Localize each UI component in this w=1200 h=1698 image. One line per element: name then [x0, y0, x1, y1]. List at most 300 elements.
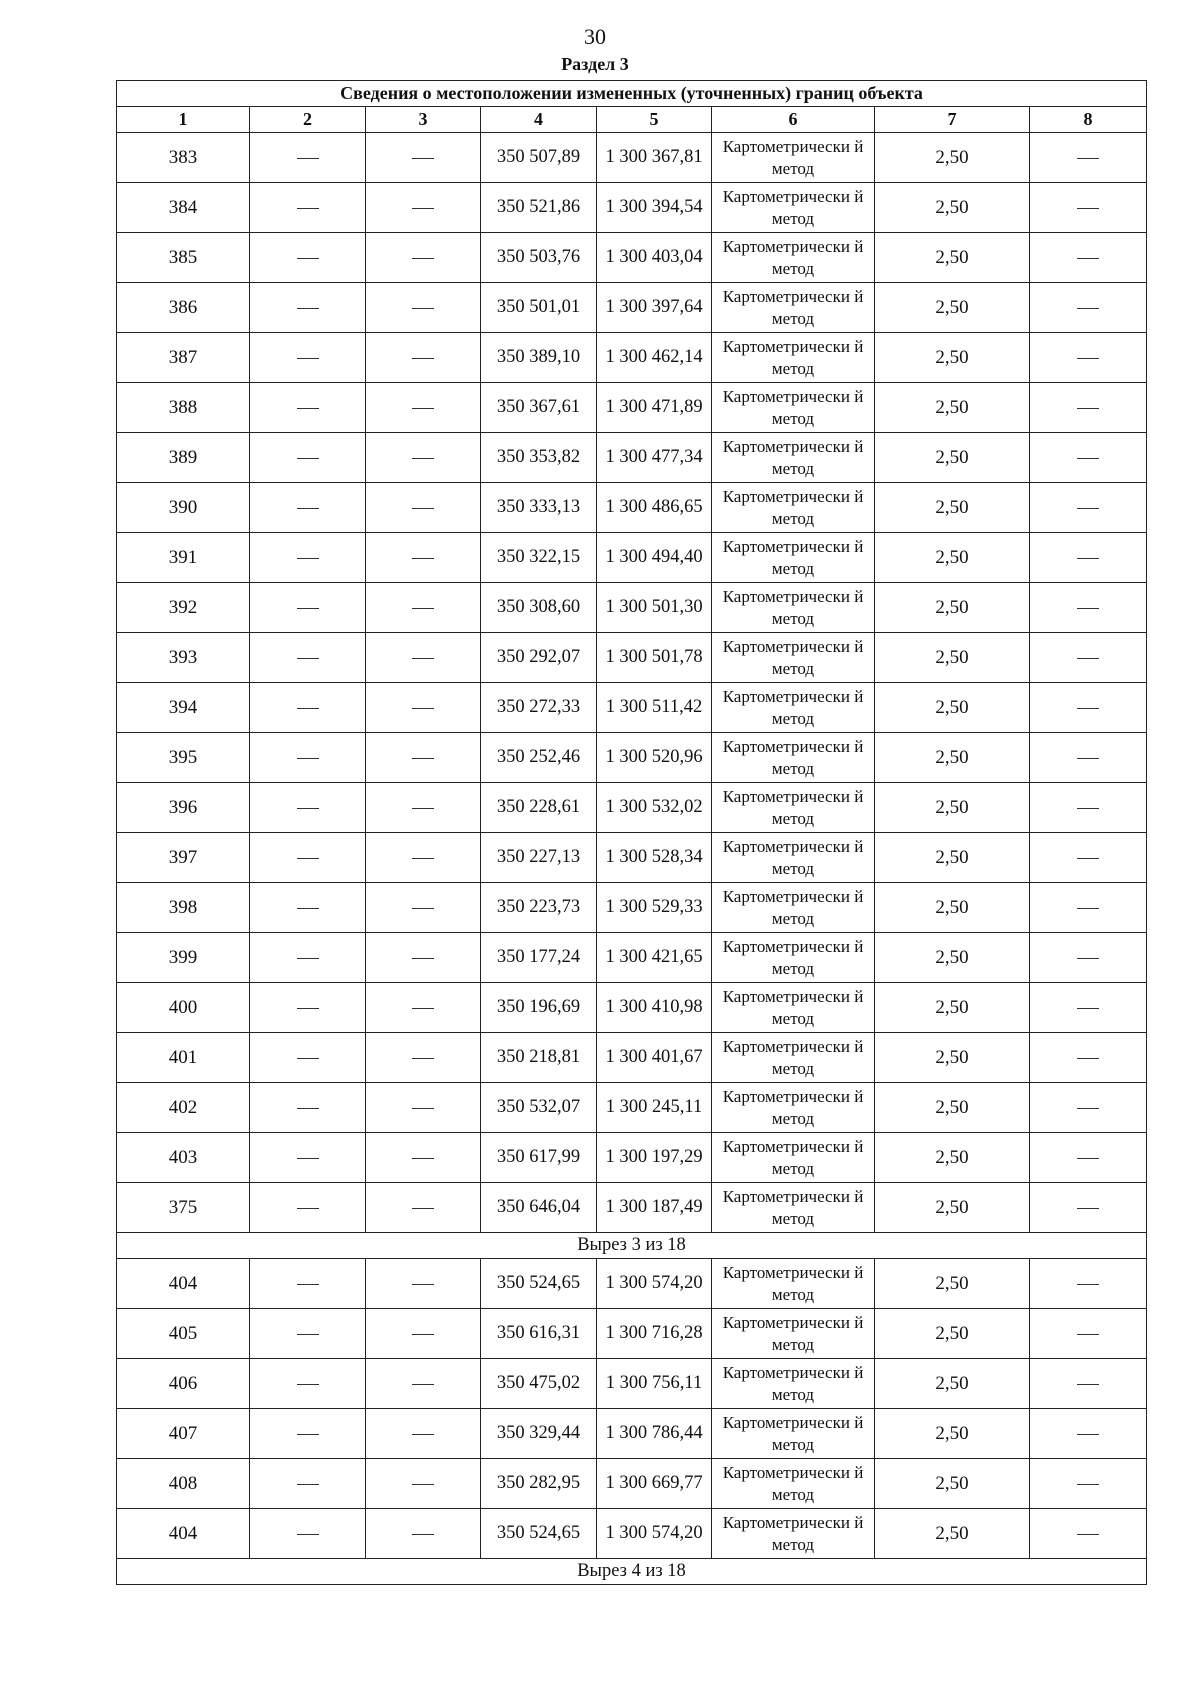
empty-cell	[250, 933, 366, 983]
accuracy-cell: 2,50	[875, 1183, 1030, 1233]
accuracy-cell: 2,50	[875, 233, 1030, 283]
empty-cell	[1030, 1459, 1147, 1509]
empty-cell	[250, 983, 366, 1033]
empty-cell	[250, 883, 366, 933]
dash-mark	[297, 808, 319, 809]
point-number-cell: 396	[117, 783, 250, 833]
method-cell: Картометрически й метод	[712, 133, 875, 183]
table-row	[117, 1083, 1147, 1133]
table-row	[117, 1133, 1147, 1183]
coord-x-cell: 350 272,33	[481, 683, 597, 733]
point-number-cell: 395	[117, 733, 250, 783]
column-number: 6	[712, 107, 875, 133]
coord-y-cell: 1 300 394,54	[597, 183, 712, 233]
point-number-cell: 404	[117, 1509, 250, 1559]
coord-x-cell: 350 329,44	[481, 1409, 597, 1459]
method-cell: Картометрически й метод	[712, 433, 875, 483]
coord-y-cell: 1 300 520,96	[597, 733, 712, 783]
empty-cell	[366, 1359, 481, 1409]
column-number: 7	[875, 107, 1030, 133]
dash-mark	[412, 1434, 434, 1435]
coord-x-cell: 350 521,86	[481, 183, 597, 233]
coord-x-cell: 350 252,46	[481, 733, 597, 783]
empty-cell	[250, 133, 366, 183]
coord-y-cell: 1 300 528,34	[597, 833, 712, 883]
empty-cell	[1030, 933, 1147, 983]
method-cell: Картометрически й метод	[712, 183, 875, 233]
method-cell: Картометрически й метод	[712, 1133, 875, 1183]
dash-mark	[412, 1208, 434, 1209]
coord-y-cell: 1 300 367,81	[597, 133, 712, 183]
accuracy-cell: 2,50	[875, 783, 1030, 833]
dash-mark	[412, 1334, 434, 1335]
dash-mark	[297, 958, 319, 959]
empty-cell	[366, 533, 481, 583]
coord-x-cell: 350 503,76	[481, 233, 597, 283]
dash-mark	[1077, 558, 1099, 559]
accuracy-cell: 2,50	[875, 1309, 1030, 1359]
dash-mark	[297, 908, 319, 909]
accuracy-cell: 2,50	[875, 1409, 1030, 1459]
dash-mark	[412, 208, 434, 209]
dash-mark	[1077, 858, 1099, 859]
empty-cell	[366, 233, 481, 283]
dash-mark	[297, 1434, 319, 1435]
table-row	[117, 983, 1147, 1033]
coord-y-cell: 1 300 716,28	[597, 1309, 712, 1359]
empty-cell	[1030, 1083, 1147, 1133]
dash-mark	[412, 508, 434, 509]
empty-cell	[250, 833, 366, 883]
table-row	[117, 583, 1147, 633]
dash-mark	[412, 1534, 434, 1535]
method-cell: Картометрически й метод	[712, 1033, 875, 1083]
empty-cell	[1030, 1183, 1147, 1233]
empty-cell	[1030, 883, 1147, 933]
empty-cell	[1030, 1309, 1147, 1359]
dash-mark	[297, 708, 319, 709]
cut-label: Вырез 4 из 18	[117, 1559, 1147, 1585]
empty-cell	[1030, 183, 1147, 233]
dash-mark	[297, 1058, 319, 1059]
coord-y-cell: 1 300 477,34	[597, 433, 712, 483]
accuracy-cell: 2,50	[875, 283, 1030, 333]
coord-y-cell: 1 300 410,98	[597, 983, 712, 1033]
coord-y-cell: 1 300 197,29	[597, 1133, 712, 1183]
method-cell: Картометрически й метод	[712, 1409, 875, 1459]
accuracy-cell: 2,50	[875, 1133, 1030, 1183]
accuracy-cell: 2,50	[875, 1083, 1030, 1133]
dash-mark	[297, 458, 319, 459]
coord-x-cell: 350 617,99	[481, 1133, 597, 1183]
dash-mark	[297, 1108, 319, 1109]
dash-mark	[297, 1534, 319, 1535]
table-row	[117, 1309, 1147, 1359]
method-cell: Картометрически й метод	[712, 1509, 875, 1559]
dash-mark	[412, 458, 434, 459]
empty-cell	[1030, 283, 1147, 333]
method-cell: Картометрически й метод	[712, 583, 875, 633]
dash-mark	[412, 1108, 434, 1109]
coord-y-cell: 1 300 462,14	[597, 333, 712, 383]
dash-mark	[1077, 958, 1099, 959]
dash-mark	[297, 1284, 319, 1285]
dash-mark	[297, 1384, 319, 1385]
column-number: 1	[117, 107, 250, 133]
coord-y-cell: 1 300 574,20	[597, 1509, 712, 1559]
dash-mark	[297, 208, 319, 209]
accuracy-cell: 2,50	[875, 933, 1030, 983]
point-number-cell: 393	[117, 633, 250, 683]
empty-cell	[250, 483, 366, 533]
dash-mark	[1077, 358, 1099, 359]
point-number-cell: 402	[117, 1083, 250, 1133]
method-cell: Картометрически й метод	[712, 283, 875, 333]
point-number-cell: 388	[117, 383, 250, 433]
column-number: 2	[250, 107, 366, 133]
coord-y-cell: 1 300 501,78	[597, 633, 712, 683]
empty-cell	[366, 183, 481, 233]
column-number: 8	[1030, 107, 1147, 133]
empty-cell	[366, 683, 481, 733]
coord-x-cell: 350 367,61	[481, 383, 597, 433]
dash-mark	[297, 1008, 319, 1009]
coord-x-cell: 350 353,82	[481, 433, 597, 483]
empty-cell	[1030, 583, 1147, 633]
table-row	[117, 383, 1147, 433]
empty-cell	[250, 783, 366, 833]
empty-cell	[250, 1259, 366, 1309]
point-number-cell: 385	[117, 233, 250, 283]
table-row	[117, 1409, 1147, 1459]
dash-mark	[1077, 1158, 1099, 1159]
coord-x-cell: 350 322,15	[481, 533, 597, 583]
method-cell: Картометрически й метод	[712, 733, 875, 783]
table-row	[117, 1259, 1147, 1309]
dash-mark	[1077, 158, 1099, 159]
coord-y-cell: 1 300 401,67	[597, 1033, 712, 1083]
dash-mark	[1077, 658, 1099, 659]
point-number-cell: 394	[117, 683, 250, 733]
dash-mark	[412, 658, 434, 659]
accuracy-cell: 2,50	[875, 833, 1030, 883]
empty-cell	[250, 183, 366, 233]
table-row	[117, 633, 1147, 683]
empty-cell	[250, 1509, 366, 1559]
point-number-cell: 405	[117, 1309, 250, 1359]
point-number-cell: 407	[117, 1409, 250, 1459]
accuracy-cell: 2,50	[875, 883, 1030, 933]
method-cell: Картометрически й метод	[712, 1259, 875, 1309]
empty-cell	[366, 1459, 481, 1509]
method-cell: Картометрически й метод	[712, 783, 875, 833]
boundary-coordinates-table	[116, 80, 1147, 1585]
dash-mark	[412, 1484, 434, 1485]
section-title: Раздел 3	[561, 54, 629, 74]
coord-x-cell: 350 524,65	[481, 1259, 597, 1309]
coord-y-cell: 1 300 471,89	[597, 383, 712, 433]
dash-mark	[1077, 1334, 1099, 1335]
empty-cell	[1030, 1359, 1147, 1409]
empty-cell	[250, 1033, 366, 1083]
dash-mark	[297, 1158, 319, 1159]
dash-mark	[1077, 1058, 1099, 1059]
dash-mark	[1077, 408, 1099, 409]
dash-mark	[1077, 308, 1099, 309]
accuracy-cell: 2,50	[875, 1359, 1030, 1409]
coord-x-cell: 350 501,01	[481, 283, 597, 333]
accuracy-cell: 2,50	[875, 733, 1030, 783]
empty-cell	[366, 1259, 481, 1309]
dash-mark	[1077, 458, 1099, 459]
cut-footer-row	[117, 1559, 1147, 1585]
empty-cell	[366, 483, 481, 533]
dash-mark	[412, 158, 434, 159]
empty-cell	[1030, 1133, 1147, 1183]
accuracy-cell: 2,50	[875, 1509, 1030, 1559]
dash-mark	[1077, 808, 1099, 809]
dash-mark	[1077, 258, 1099, 259]
accuracy-cell: 2,50	[875, 633, 1030, 683]
dash-mark	[412, 958, 434, 959]
dash-mark	[1077, 1008, 1099, 1009]
coord-y-cell: 1 300 501,30	[597, 583, 712, 633]
empty-cell	[366, 1309, 481, 1359]
empty-cell	[250, 433, 366, 483]
table-row	[117, 883, 1147, 933]
dash-mark	[297, 1334, 319, 1335]
empty-cell	[1030, 633, 1147, 683]
dash-mark	[412, 408, 434, 409]
cut-footer-row	[117, 1233, 1147, 1259]
empty-cell	[366, 1509, 481, 1559]
coord-y-cell: 1 300 245,11	[597, 1083, 712, 1133]
dash-mark	[297, 408, 319, 409]
dash-mark	[1077, 908, 1099, 909]
point-number-cell: 403	[117, 1133, 250, 1183]
empty-cell	[366, 1183, 481, 1233]
empty-cell	[366, 1409, 481, 1459]
coord-y-cell: 1 300 397,64	[597, 283, 712, 333]
table-body	[117, 133, 1147, 1585]
empty-cell	[250, 1083, 366, 1133]
coord-x-cell: 350 227,13	[481, 833, 597, 883]
method-cell: Картометрически й метод	[712, 833, 875, 883]
dash-mark	[412, 558, 434, 559]
dash-mark	[412, 1158, 434, 1159]
accuracy-cell: 2,50	[875, 683, 1030, 733]
coord-y-cell: 1 300 421,65	[597, 933, 712, 983]
dash-mark	[297, 508, 319, 509]
empty-cell	[366, 283, 481, 333]
coord-y-cell: 1 300 511,42	[597, 683, 712, 733]
dash-mark	[297, 658, 319, 659]
table-row	[117, 233, 1147, 283]
empty-cell	[366, 333, 481, 383]
empty-cell	[1030, 533, 1147, 583]
coord-x-cell: 350 292,07	[481, 633, 597, 683]
empty-cell	[1030, 833, 1147, 883]
empty-cell	[250, 633, 366, 683]
table-row	[117, 1033, 1147, 1083]
dash-mark	[297, 758, 319, 759]
point-number-cell: 390	[117, 483, 250, 533]
dash-mark	[1077, 1434, 1099, 1435]
dash-mark	[297, 1484, 319, 1485]
coord-y-cell: 1 300 786,44	[597, 1409, 712, 1459]
coord-x-cell: 350 282,95	[481, 1459, 597, 1509]
point-number-cell: 400	[117, 983, 250, 1033]
point-number-cell: 401	[117, 1033, 250, 1083]
point-number-cell: 387	[117, 333, 250, 383]
empty-cell	[250, 1309, 366, 1359]
dash-mark	[1077, 1484, 1099, 1485]
empty-cell	[366, 883, 481, 933]
point-number-cell: 406	[117, 1359, 250, 1409]
empty-cell	[366, 933, 481, 983]
accuracy-cell: 2,50	[875, 183, 1030, 233]
accuracy-cell: 2,50	[875, 983, 1030, 1033]
method-cell: Картометрически й метод	[712, 383, 875, 433]
table-row	[117, 433, 1147, 483]
dash-mark	[1077, 1384, 1099, 1385]
coord-y-cell: 1 300 187,49	[597, 1183, 712, 1233]
dash-mark	[1077, 1284, 1099, 1285]
point-number-cell: 384	[117, 183, 250, 233]
table-row	[117, 183, 1147, 233]
table-row	[117, 1183, 1147, 1233]
dash-mark	[412, 258, 434, 259]
coord-x-cell: 350 524,65	[481, 1509, 597, 1559]
coord-x-cell: 350 196,69	[481, 983, 597, 1033]
table-row	[117, 733, 1147, 783]
coord-x-cell: 350 308,60	[481, 583, 597, 633]
empty-cell	[366, 633, 481, 683]
coord-x-cell: 350 228,61	[481, 783, 597, 833]
accuracy-cell: 2,50	[875, 1459, 1030, 1509]
dash-mark	[297, 358, 319, 359]
coord-x-cell: 350 218,81	[481, 1033, 597, 1083]
point-number-cell: 375	[117, 1183, 250, 1233]
accuracy-cell: 2,50	[875, 1033, 1030, 1083]
empty-cell	[250, 1359, 366, 1409]
empty-cell	[366, 1083, 481, 1133]
empty-cell	[366, 383, 481, 433]
empty-cell	[1030, 483, 1147, 533]
dash-mark	[412, 708, 434, 709]
point-number-cell: 386	[117, 283, 250, 333]
method-cell: Картометрически й метод	[712, 1083, 875, 1133]
table-row	[117, 933, 1147, 983]
coord-x-cell: 350 616,31	[481, 1309, 597, 1359]
dash-mark	[1077, 508, 1099, 509]
coord-x-cell: 350 333,13	[481, 483, 597, 533]
method-cell: Картометрически й метод	[712, 933, 875, 983]
coord-x-cell: 350 389,10	[481, 333, 597, 383]
empty-cell	[250, 1133, 366, 1183]
empty-cell	[1030, 233, 1147, 283]
empty-cell	[250, 333, 366, 383]
empty-cell	[366, 433, 481, 483]
point-number-cell: 392	[117, 583, 250, 633]
coord-x-cell: 350 177,24	[481, 933, 597, 983]
empty-cell	[1030, 133, 1147, 183]
coord-y-cell: 1 300 494,40	[597, 533, 712, 583]
empty-cell	[250, 733, 366, 783]
empty-cell	[1030, 433, 1147, 483]
empty-cell	[250, 533, 366, 583]
point-number-cell: 383	[117, 133, 250, 183]
point-number-cell: 389	[117, 433, 250, 483]
coord-x-cell: 350 223,73	[481, 883, 597, 933]
coord-y-cell: 1 300 669,77	[597, 1459, 712, 1509]
coord-y-cell: 1 300 486,65	[597, 483, 712, 533]
method-cell: Картометрически й метод	[712, 683, 875, 733]
point-number-cell: 399	[117, 933, 250, 983]
dash-mark	[412, 308, 434, 309]
empty-cell	[250, 383, 366, 433]
table-row	[117, 1509, 1147, 1559]
column-number: 4	[481, 107, 597, 133]
empty-cell	[366, 783, 481, 833]
coord-y-cell: 1 300 403,04	[597, 233, 712, 283]
dash-mark	[1077, 1108, 1099, 1109]
empty-cell	[250, 583, 366, 633]
dash-mark	[412, 358, 434, 359]
table-row	[117, 1359, 1147, 1409]
dash-mark	[412, 908, 434, 909]
method-cell: Картометрически й метод	[712, 633, 875, 683]
accuracy-cell: 2,50	[875, 533, 1030, 583]
dash-mark	[1077, 1534, 1099, 1535]
coord-y-cell: 1 300 756,11	[597, 1359, 712, 1409]
dash-mark	[412, 1384, 434, 1385]
column-number-row	[117, 107, 1147, 133]
empty-cell	[1030, 733, 1147, 783]
empty-cell	[1030, 683, 1147, 733]
empty-cell	[250, 1409, 366, 1459]
table-caption: Сведения о местоположении измененных (уточненных) границ объекта	[117, 81, 1147, 107]
dash-mark	[1077, 1208, 1099, 1209]
empty-cell	[1030, 1509, 1147, 1559]
table-row	[117, 533, 1147, 583]
empty-cell	[1030, 983, 1147, 1033]
method-cell: Картометрически й метод	[712, 1309, 875, 1359]
coord-x-cell: 350 646,04	[481, 1183, 597, 1233]
empty-cell	[366, 833, 481, 883]
method-cell: Картометрически й метод	[712, 233, 875, 283]
method-cell: Картометрически й метод	[712, 1459, 875, 1509]
empty-cell	[1030, 333, 1147, 383]
point-number-cell: 398	[117, 883, 250, 933]
accuracy-cell: 2,50	[875, 483, 1030, 533]
method-cell: Картометрически й метод	[712, 1359, 875, 1409]
table-row	[117, 483, 1147, 533]
accuracy-cell: 2,50	[875, 133, 1030, 183]
column-number: 3	[366, 107, 481, 133]
method-cell: Картометрически й метод	[712, 483, 875, 533]
table-row	[117, 783, 1147, 833]
dash-mark	[297, 158, 319, 159]
accuracy-cell: 2,50	[875, 1259, 1030, 1309]
table-row	[117, 683, 1147, 733]
coord-y-cell: 1 300 529,33	[597, 883, 712, 933]
dash-mark	[297, 608, 319, 609]
empty-cell	[366, 1133, 481, 1183]
dash-mark	[1077, 608, 1099, 609]
coord-y-cell: 1 300 574,20	[597, 1259, 712, 1309]
empty-cell	[1030, 1259, 1147, 1309]
